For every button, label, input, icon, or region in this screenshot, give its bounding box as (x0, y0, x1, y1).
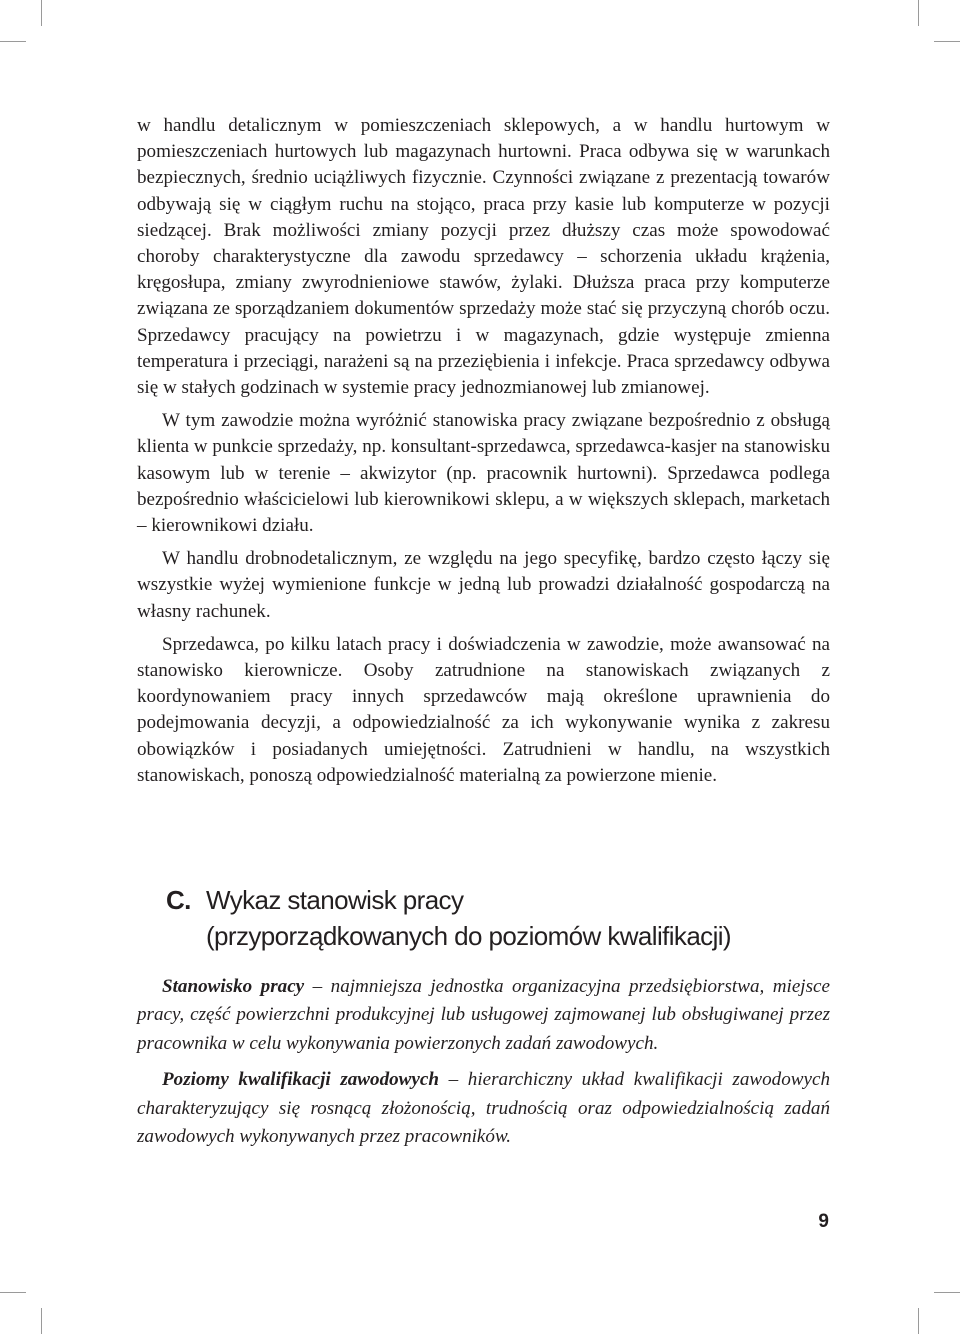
definitions (137, 973, 830, 1159)
crop-mark (934, 1292, 960, 1293)
crop-mark (41, 0, 42, 26)
body-text (137, 113, 830, 796)
definition-term: Stanowisko pracy (162, 976, 305, 997)
crop-mark (934, 41, 960, 42)
definition-term: Poziomy kwalifikacji zawodowych (162, 1069, 439, 1091)
definition (137, 973, 830, 1058)
section-title-line1: Wykaz stanowisk pracy (206, 885, 464, 915)
paragraph: w handlu detalicznym w pomieszczeniach sklepowych, a w handlu hurtowym w pomieszczeniach hurtowych lub magazynach hurtowni. Praca odbywa się w warunkach bezpiecznych, średnio uciążliwych fizycznie. Czynności związane z prezentacją towarów odbywają się w ciągłym ruchu na stojąco, praca przy kasie lub komputerze w pozycji siedzącej. Brak możliwości zmiany pozycji przez dłuższy czas może spowodować choroby charakterystyczne dla zawodu sprzedawcy – schorzenia układu krążenia, kręgosłupa, zmiany zwyrodnieniowe stawów, żylaki. Dłuższa praca przy komputerze związana ze sporządzaniem dokumentów sprzedaży może stać się przyczyną chorób oczu. Sprzedawcy pracujący na powietrzu i w magazynach, gdzie występuje zmienna temperatura i przeciągi, narażeni są na przeziębienia i infekcje. Praca sprzedawcy odbywa się w stałych godzinach w systemie pracy jednozmianowej lub zmianowej. (137, 115, 830, 399)
paragraph: W tym zawodzie można wyróżnić stanowiska pracy związane bezpośrednio z obsługą klienta w punkcie sprzedaży, np. konsultant-sprzedawca, sprzedawca-kasjer na stanowisku kasowym lub w terenie – akwizytor (np. pracownik hurtowni). Sprzedawca podlega bezpośrednio właścicielowi lub kierownikowi sklepu, a w większych sklepach, marketach – kierownikowi działu. (137, 410, 830, 537)
paragraph: Sprzedawca, po kilku latach pracy i doświadczenia w zawodzie, może awansować na stanowisko kierownicze. Osoby zatrudnione na stanowiskach związanych z koordynowaniem pracy innych sprzedawców mają określone uprawnienia do podejmowania decyzji, a odpowiedzialność za ich wykonywanie wynika z zakresu obowiązków i posiadanych umiejętności. Zatrudnieni w handlu, na wszystkich stanowiskach, ponoszą odpowiedzialność materialną za powierzone mienie. (137, 633, 830, 786)
crop-mark (0, 1292, 26, 1293)
definition (137, 1066, 830, 1151)
section-letter: C. (166, 885, 191, 915)
definition-text: – najmniejsza jednostka organizacyjna przedsiębiorstwa, miejsce pracy, część powierzchni produkcyjnej lub usługowej zajmowanej lub obsługiwanej przez pracownika w celu wykonywania powierzonych zadań zawodowych. (137, 976, 830, 1054)
crop-mark (918, 0, 919, 26)
definition-text: – hierarchiczny układ kwalifikacji zawodowych charakteryzujący się rosnącą złożonością, trudnością oraz odpowiedzialnością zadań zawodowych wykonywanych przez pracowników. (137, 1069, 830, 1148)
crop-mark (918, 1308, 919, 1334)
section-title-line2: (przyporządkowanych do poziomów kwalifikacji) (206, 921, 731, 951)
crop-mark (0, 41, 26, 42)
paragraph: W handlu drobnodetalicznym, ze względu na jego specyfikę, bardzo często łączy się wszystkie wyżej wymienione funkcje w jedną lub prowadzi działalność gospodarczą na własny rachunek. (137, 548, 830, 622)
crop-mark (41, 1308, 42, 1334)
page-number: 9 (818, 1211, 829, 1232)
